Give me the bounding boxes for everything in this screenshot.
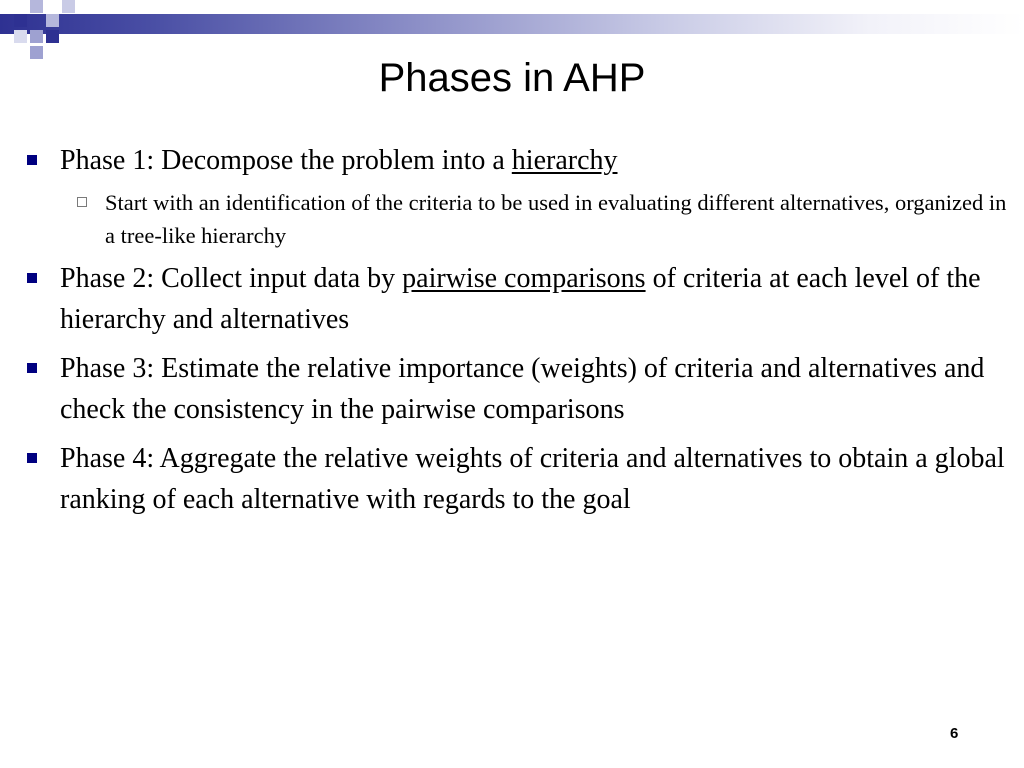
decor-square: [30, 0, 43, 13]
bullet-text: Phase 2: Collect input data by: [60, 263, 403, 294]
bullet-list: [22, 140, 1012, 528]
pairwise-comparisons-link[interactable]: pairwise comparisons: [402, 263, 646, 294]
decor-square: [62, 0, 75, 13]
square-bullet-icon: [27, 453, 37, 463]
sub-bullet-item: [22, 186, 1012, 252]
square-bullet-icon: [27, 155, 37, 165]
decor-square: [46, 14, 59, 27]
decor-square: [14, 30, 27, 43]
bullet-item-phase-4: [22, 438, 1012, 520]
square-bullet-icon: [27, 363, 37, 373]
page-number: 6: [950, 725, 959, 742]
hollow-square-bullet-icon: [77, 197, 87, 207]
bullet-text: of criteria at each level of the hierarchy and alternatives: [60, 263, 981, 335]
decor-square: [14, 14, 27, 27]
bullet-item-phase-1: [22, 140, 1012, 181]
bullet-item-phase-2: [22, 258, 1012, 340]
header-gradient-band: [0, 14, 1024, 34]
page-title: Phases in AHP: [378, 56, 646, 100]
decor-square: [46, 30, 59, 43]
sub-bullet-text: Start with an identification of the criteria to be used in evaluating different alternatives, organized in a tree-like hierarchy: [105, 190, 1007, 248]
bullet-text: Phase 3: Estimate the relative importance (weights) of criteria and alternatives and check the consistency in the pairwise comparisons: [60, 353, 985, 425]
bullet-item-phase-3: [22, 348, 1012, 430]
square-bullet-icon: [27, 273, 37, 283]
bullet-text: Phase 1: Decompose the problem into a: [60, 145, 512, 176]
decor-square: [30, 30, 43, 43]
bullet-text: Phase 4: Aggregate the relative weights of criteria and alternatives to obtain a global ranking of each alternative with regards to the goal: [60, 443, 1005, 515]
hierarchy-link[interactable]: hierarchy: [511, 145, 618, 176]
